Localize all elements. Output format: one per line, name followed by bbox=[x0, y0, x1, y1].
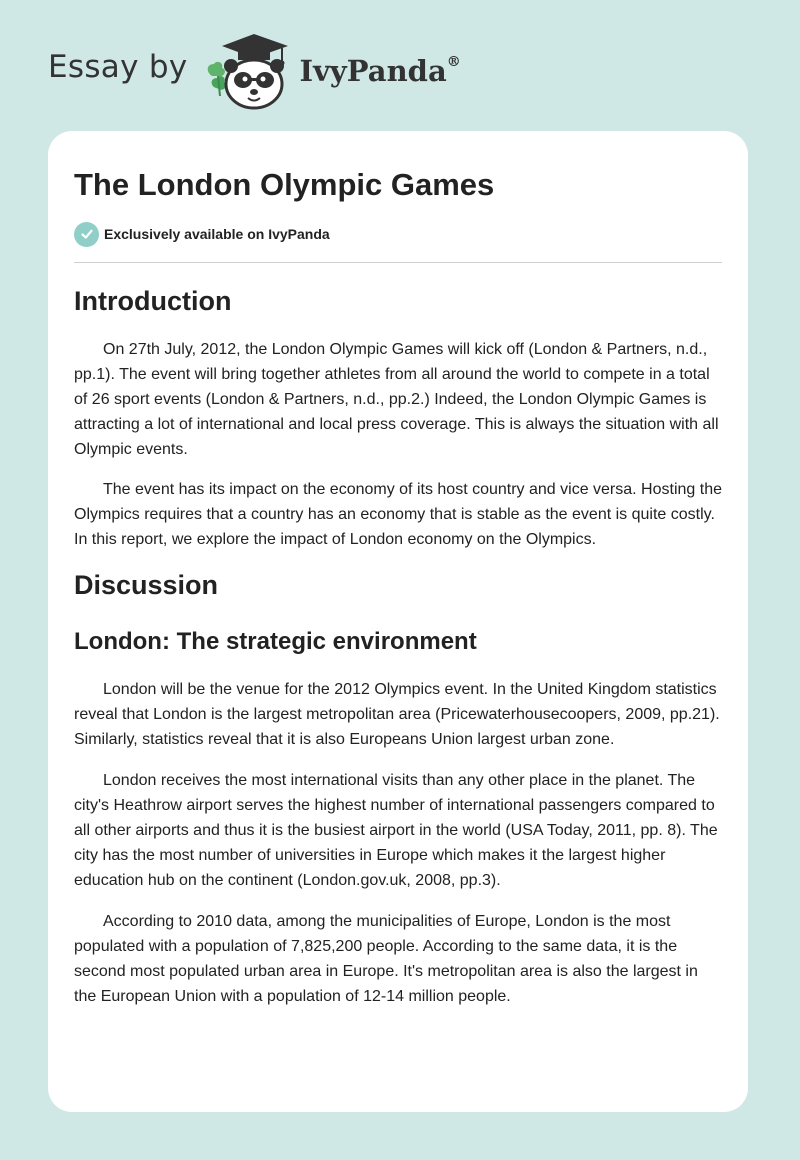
ivypanda-logo-icon[interactable] bbox=[202, 32, 298, 112]
discussion-paragraph-2: London receives the most international visits than any other place in the planet. The city's Heathrow airport serves the highest number of international passengers compared to all other airports and thus it is the busiest airport in the world (USA Today, 2011, pp. 8). The city has the most number of universities in Europe which makes it the largest higher education hub on the continent (London.gov.uk, 2008, pp.3). bbox=[74, 772, 718, 889]
intro-paragraph-1: On 27th July, 2012, the London Olympic Games will kick off (London & Partners, n.d., pp.1). The event will bring together athletes from all around the world to compete in a total of 26 sport events (London & Partners, n.d., pp.2.) Indeed, the London Olympic Games is attracting a lot of international and local press coverage. This is always the situation with all Olympic events. bbox=[74, 341, 719, 458]
page-title: The London Olympic Games bbox=[74, 167, 495, 202]
heading-introduction: Introduction bbox=[74, 286, 232, 316]
check-icon bbox=[74, 222, 99, 247]
discussion-paragraph-3: According to 2010 data, among the municipalities of Europe, London is the most populated with a population of 7,825,200 people. According to the same data, it is the second most populated urban area in Europe. It's metropolitan area is also the largest in the European Union with a population of 12-14 million people. bbox=[74, 913, 698, 1005]
registered-mark: ® bbox=[446, 54, 461, 71]
intro-paragraph-2: The event has its impact on the economy of its host country and vice versa. Hosting the Olympics requires that a country has an economy that is stable as the event is quite costly. In this report, we explore the impact of London economy on the Olympics. bbox=[74, 481, 722, 548]
essay-card bbox=[48, 131, 748, 1112]
essay-by-label: Essay by bbox=[48, 49, 188, 85]
heading-discussion: Discussion bbox=[74, 570, 219, 600]
divider bbox=[74, 262, 722, 263]
essay-content bbox=[74, 167, 722, 1009]
subheading-strategic-environment: London: The strategic environment bbox=[74, 628, 477, 655]
exclusive-badge bbox=[74, 221, 722, 247]
brand-name[interactable]: IvyPanda® bbox=[299, 54, 461, 88]
discussion-paragraph-1: London will be the venue for the 2012 Olympics event. In the United Kingdom statistics reveal that London is the largest metropolitan area (Pricewaterhousecoopers, 2009, pp.21). Similarly, statistics reveal that it is also Europeans Union largest urban zone. bbox=[74, 681, 720, 748]
exclusive-text: Exclusively available on IvyPanda bbox=[104, 226, 330, 242]
site-header bbox=[48, 32, 461, 112]
